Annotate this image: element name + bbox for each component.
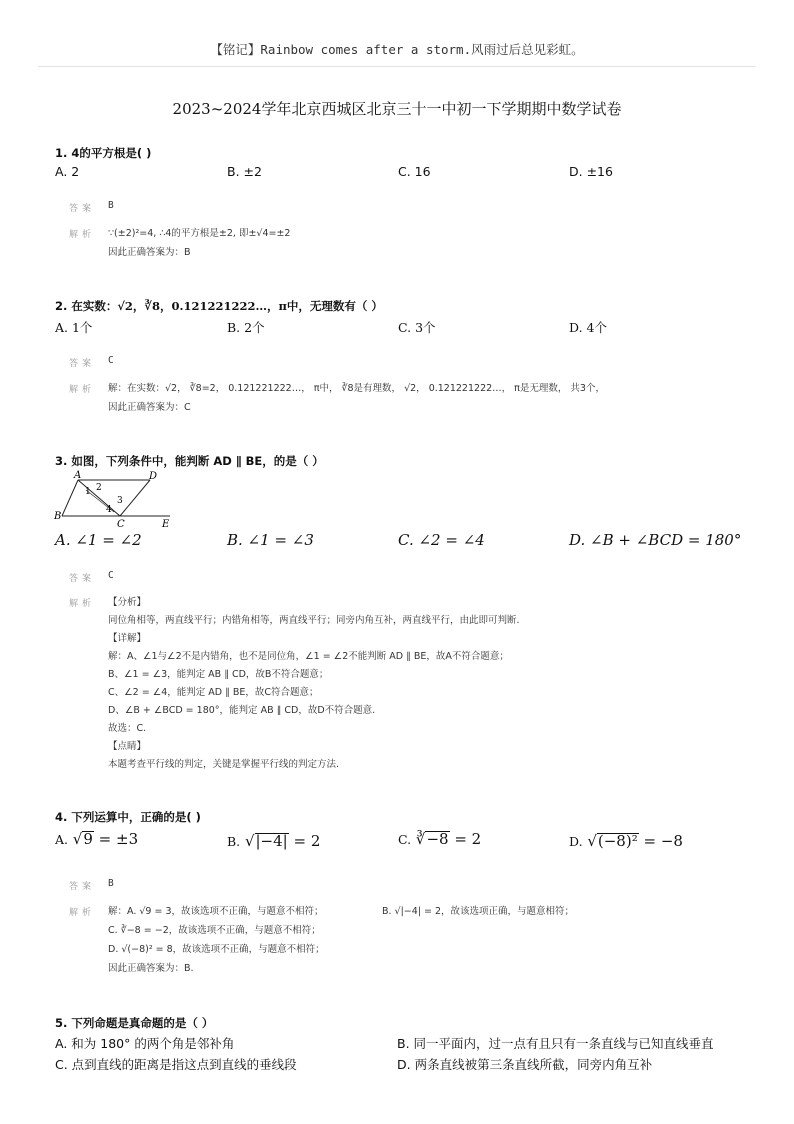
question-1-stem: 1. 4的平方根是( ) (55, 146, 152, 160)
q1-analysis-line-2: 因此正确答案为：B (108, 247, 191, 258)
q5-option-c: C. 点到直线的距离是指这点到直线的垂线段 (55, 1057, 297, 1072)
q4-analysis-line-2: B. √|−4| = 2，故该选项正确，与题意相符； (382, 906, 575, 917)
question-4-stem: 4. 下列运算中，正确的是( ) (55, 810, 201, 824)
q1-analysis-line-1: ∵(±2)²=4, ∴4的平方根是±2, 即±√4=±2 (108, 228, 291, 239)
q1-option-b: B. ±2 (227, 164, 262, 179)
q4-analysis-line-4: D. √(−8)² = 8，故该选项不正确，与题意不相符； (108, 944, 325, 955)
q3-analysis-line-7: D、∠B + ∠BCD = 180°，能判定 AB ∥ CD，故D不符合题意. (108, 705, 376, 716)
header-divider (38, 66, 756, 67)
q3-option-a: A. ∠1 = ∠2 (55, 531, 142, 549)
q3-analysis-line-4: 解：A、∠1与∠2不是内错角，也不是同位角，∠1 = ∠2不能判断 AD ∥ BE，故A不符合题意； (108, 651, 509, 662)
q1-option-a: A. 2 (55, 164, 80, 179)
q4-option-b-radicand: |−4| (255, 832, 288, 850)
q4-option-a-letter: A. (55, 832, 69, 847)
q3-analysis-line-1: 【分析】 (108, 597, 147, 608)
exam-title: 2023~2024学年北京西城区北京三十一中初一下学期期中数学试卷 (172, 100, 622, 118)
q4-analysis-line-1: 解：A. √9 = 3，故该选项不正确，与题意不相符； (108, 906, 324, 917)
parallel-lines-figure (52, 470, 182, 530)
q4-option-a-radicand: 9 (83, 830, 93, 848)
line-dc (120, 480, 150, 516)
q5-option-a: A. 和为 180° 的两个角是邻补角 (55, 1036, 235, 1051)
q3-analysis-line-8: 故选：C. (108, 723, 147, 734)
q2-stem-items: √2，∛8，0.121221222…，π中，无理数有（ ） (117, 299, 383, 313)
q5-option-b: B. 同一平面内，过一点有且只有一条直线与已知直线垂直 (397, 1036, 714, 1051)
q4-option-c-result: = 2 (449, 830, 482, 848)
q4-option-d: D. √(−8)² = −8 (569, 832, 683, 850)
q4-analysis-line-3: C. ∛−8 = −2，故该选项不正确，与题意不相符； (108, 925, 321, 936)
q3-analysis-line-10: 本题考查平行线的判定，关键是掌握平行线的判定方法. (108, 759, 340, 770)
angle-label-4: 4 (106, 505, 112, 515)
q3-analysis-line-2: 同位角相等，两直线平行；内错角相等，两直线平行；同旁内角互补，两直线平行，由此即可判断. (108, 615, 520, 626)
q3-option-d: D. ∠B + ∠BCD = 180° (569, 531, 742, 549)
q4-analysis-label: 解析 (69, 907, 96, 917)
question-2-stem (55, 298, 383, 314)
label-b: B (54, 511, 62, 522)
page-motto: 【铭记】Rainbow comes after a storm.风雨过后总见彩虹。 (210, 42, 584, 57)
q2-analysis-line-2: 因此正确答案为：C (108, 402, 191, 413)
q4-option-d-letter: D. (569, 834, 583, 849)
q1-option-d: D. ±16 (569, 164, 613, 179)
q3-analysis-line-9: 【点睛】 (108, 741, 147, 752)
q4-option-a: A. √9 = ±3 (55, 830, 139, 848)
angle-label-2: 2 (96, 483, 102, 493)
q3-analysis-line-6: C、∠2 = ∠4，能判定 AD ∥ BE，故C符合题意； (108, 687, 319, 698)
q2-analysis-line-1: 解：在实数：√2， ∛8=2， 0.121221222…， π中， ∛8是有理数， √2， 0.121221222…， π是无理数， 共3个， (108, 383, 605, 394)
q2-answer: C (108, 355, 114, 366)
q3-option-b: B. ∠1 = ∠3 (227, 531, 314, 549)
q3-analysis-line-3: 【详解】 (108, 633, 147, 644)
q4-option-c-root: ∛ (415, 830, 426, 848)
q4-option-b-letter: B. (227, 834, 241, 849)
q2-option-c: C. 3个 (398, 320, 436, 335)
q3-analysis-label: 解析 (69, 598, 96, 608)
q4-answer: B (108, 878, 114, 889)
q2-option-a: A. 1个 (55, 320, 93, 335)
q3-analysis-line-5: B、∠1 = ∠3，能判定 AB ∥ CD，故B不符合题意； (108, 669, 329, 680)
q1-option-c: C. 16 (398, 164, 431, 179)
label-e: E (162, 519, 170, 530)
q1-answer: B (108, 200, 114, 211)
label-a: A (74, 470, 82, 481)
q4-option-d-radicand: (−8)² (597, 832, 638, 850)
q3-option-c: C. ∠2 = ∠4 (398, 531, 485, 549)
q4-option-c-radicand: −8 (426, 830, 449, 848)
q2-analysis-label: 解析 (69, 384, 96, 394)
q4-option-c-letter: C. (398, 832, 412, 847)
q3-answer: C (108, 570, 114, 581)
angle-label-1: 1 (85, 487, 91, 497)
q1-answer-label: 答案 (69, 203, 96, 213)
question-3-stem: 3. 如图，下列条件中，能判断 AD ∥ BE，的是（ ） (55, 454, 324, 468)
q2-option-b: B. 2个 (227, 320, 265, 335)
label-d: D (149, 471, 158, 482)
q2-stem-prefix: 2. 在实数： (55, 299, 118, 313)
q2-answer-label: 答案 (69, 358, 96, 368)
question-5-stem: 5. 下列命题是真命题的是（ ） (55, 1016, 214, 1030)
q4-analysis-line-5: 因此正确答案为：B. (108, 963, 194, 974)
q4-answer-label: 答案 (69, 881, 96, 891)
line-ab (62, 480, 78, 516)
q4-option-b: B. √|−4| = 2 (227, 832, 321, 850)
q4-option-a-result: = ±3 (93, 830, 139, 848)
q4-option-d-result: = −8 (638, 832, 683, 850)
q4-option-c (398, 830, 481, 848)
q5-option-d: D. 两条直线被第三条直线所截，同旁内角互补 (397, 1057, 653, 1072)
q1-analysis-label: 解析 (69, 229, 96, 239)
label-c: C (117, 519, 125, 530)
q4-option-b-result: = 2 (288, 832, 321, 850)
q3-answer-label: 答案 (69, 573, 96, 583)
angle-label-3: 3 (117, 496, 123, 506)
q2-option-d: D. 4个 (569, 320, 607, 335)
